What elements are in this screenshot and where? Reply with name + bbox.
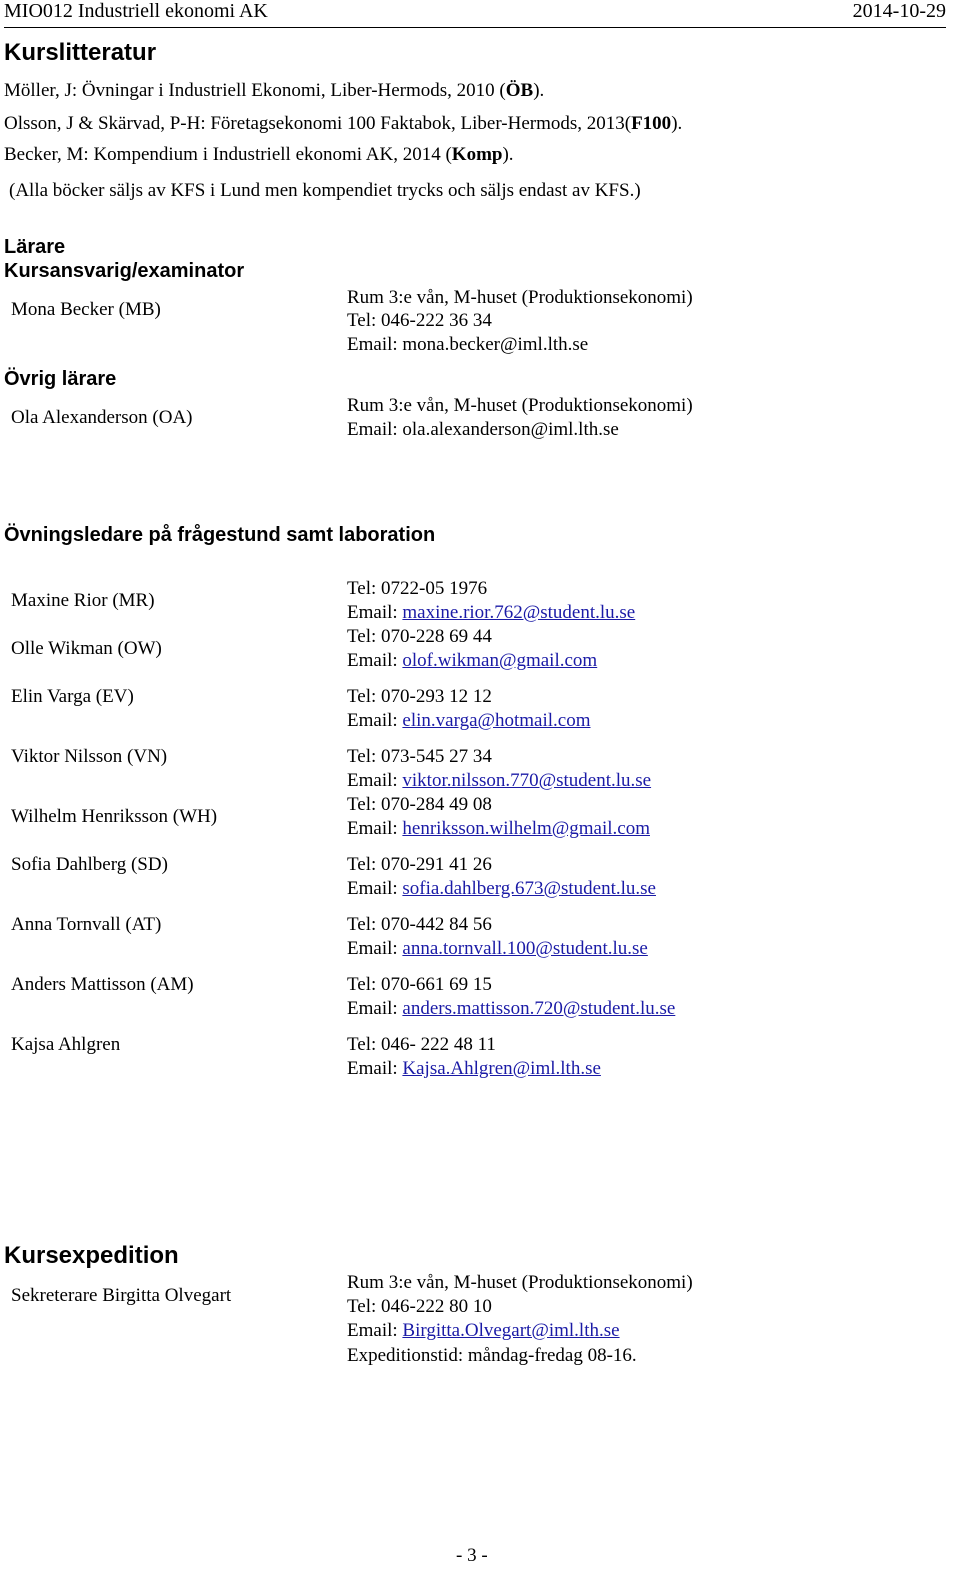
course-header: MIO012 Industriell ekonomi AK <box>4 0 268 22</box>
responsible-email[interactable]: mona.becker@iml.lth.se <box>402 334 589 355</box>
assistant-email-row: Email: maxine.rior.762@student.lu.se <box>347 602 636 623</box>
assistant-tel: Tel: 070-291 41 26 <box>347 854 492 875</box>
assistant-email-link[interactable]: Kajsa.Ahlgren@iml.lth.se <box>402 1058 601 1079</box>
responsible-room: Rum 3:e vån, M-huset (Produktionsekonomi) <box>347 287 693 308</box>
other-teacher-room: Rum 3:e vån, M-huset (Produktionsekonomi) <box>347 395 693 416</box>
assistant-email-link[interactable]: olof.wikman@gmail.com <box>402 650 598 671</box>
assistant-name: Wilhelm Henriksson (WH) <box>11 806 218 827</box>
responsible-email-row: Email: mona.becker@iml.lth.se <box>347 334 589 355</box>
assistant-name: Olle Wikman (OW) <box>11 638 162 659</box>
assistant-email-row: Email: sofia.dahlberg.673@student.lu.se <box>347 878 656 899</box>
other-teacher-title: Övrig lärare <box>4 368 117 390</box>
assistant-email-row: Email: Kajsa.Ahlgren@iml.lth.se <box>347 1058 601 1079</box>
assistant-email-row: Email: henriksson.wilhelm@gmail.com <box>347 818 650 839</box>
assistants-title: Övningsledare på frågestund samt laboration <box>4 524 436 546</box>
document-date: 2014-10-29 <box>852 0 946 22</box>
assistant-email-row: Email: anders.mattisson.720@student.lu.se <box>347 998 676 1019</box>
literature-item: Olsson, J & Skärvad, P-H: Företagsekonomi 100 Faktabok, Liber-Hermods, 2013(F100). <box>4 113 683 134</box>
office-room: Rum 3:e vån, M-huset (Produktionsekonomi) <box>347 1272 693 1293</box>
office-tel: Tel: 046-222 80 10 <box>347 1296 492 1317</box>
assistant-name: Viktor Nilsson (VN) <box>11 746 168 767</box>
assistant-email-link[interactable]: henriksson.wilhelm@gmail.com <box>402 818 650 839</box>
office-email-row: Email: Birgitta.Olvegart@iml.lth.se <box>347 1320 620 1341</box>
literature-note: (Alla böcker säljs av KFS i Lund men kompendiet trycks och säljs endast av KFS.) <box>9 180 641 201</box>
header-rule <box>4 27 946 28</box>
assistant-email-link[interactable]: elin.varga@hotmail.com <box>402 710 591 731</box>
literature-title: Kurslitteratur <box>4 39 157 66</box>
other-teacher-name: Ola Alexanderson (OA) <box>11 407 193 428</box>
assistant-name: Anders Mattisson (AM) <box>11 974 194 995</box>
assistant-email-row: Email: olof.wikman@gmail.com <box>347 650 598 671</box>
assistant-tel: Tel: 070-442 84 56 <box>347 914 492 935</box>
assistant-name: Maxine Rior (MR) <box>11 590 155 611</box>
other-teacher-email[interactable]: ola.alexanderson@iml.lth.se <box>402 419 619 440</box>
literature-item: Möller, J: Övningar i Industriell Ekonomi, Liber-Hermods, 2010 (ÖB). <box>4 80 545 101</box>
responsible-name: Mona Becker (MB) <box>11 299 161 320</box>
assistant-tel: Tel: 070-228 69 44 <box>347 626 492 647</box>
assistant-tel: Tel: 073-545 27 34 <box>347 746 492 767</box>
responsible-tel: Tel: 046-222 36 34 <box>347 310 492 331</box>
assistant-tel: Tel: 070-293 12 12 <box>347 686 492 707</box>
assistant-email-link[interactable]: sofia.dahlberg.673@student.lu.se <box>402 878 656 899</box>
assistant-tel: Tel: 046- 222 48 11 <box>347 1034 496 1055</box>
assistant-name: Sofia Dahlberg (SD) <box>11 854 168 875</box>
assistant-name: Anna Tornvall (AT) <box>11 914 162 935</box>
office-title: Kursexpedition <box>4 1242 179 1269</box>
other-teacher-email-row: Email: ola.alexanderson@iml.lth.se <box>347 419 619 440</box>
assistant-email-link[interactable]: maxine.rior.762@student.lu.se <box>402 602 636 623</box>
assistant-email-row: Email: viktor.nilsson.770@student.lu.se <box>347 770 652 791</box>
literature-item: Becker, M: Kompendium i Industriell ekonomi AK, 2014 (Komp). <box>4 144 514 165</box>
office-email-link[interactable]: Birgitta.Olvegart@iml.lth.se <box>402 1320 620 1341</box>
assistant-email-row: Email: elin.varga@hotmail.com <box>347 710 591 731</box>
assistant-name: Elin Varga (EV) <box>11 686 134 707</box>
assistant-email-row: Email: anna.tornvall.100@student.lu.se <box>347 938 648 959</box>
assistant-email-link[interactable]: anna.tornvall.100@student.lu.se <box>402 938 648 959</box>
assistant-tel: Tel: 0722-05 1976 <box>347 578 488 599</box>
assistant-tel: Tel: 070-284 49 08 <box>347 794 492 815</box>
responsible-title: Kursansvarig/examinator <box>4 260 245 282</box>
teachers-title: Lärare <box>4 236 66 258</box>
assistant-name: Kajsa Ahlgren <box>11 1034 121 1055</box>
assistant-email-link[interactable]: viktor.nilsson.770@student.lu.se <box>402 770 652 791</box>
assistant-email-link[interactable]: anders.mattisson.720@student.lu.se <box>402 998 676 1019</box>
office-name: Sekreterare Birgitta Olvegart <box>11 1285 232 1306</box>
assistant-tel: Tel: 070-661 69 15 <box>347 974 492 995</box>
office-hours: Expeditionstid: måndag-fredag 08-16. <box>347 1345 637 1366</box>
page-number: - 3 - <box>456 1545 488 1566</box>
